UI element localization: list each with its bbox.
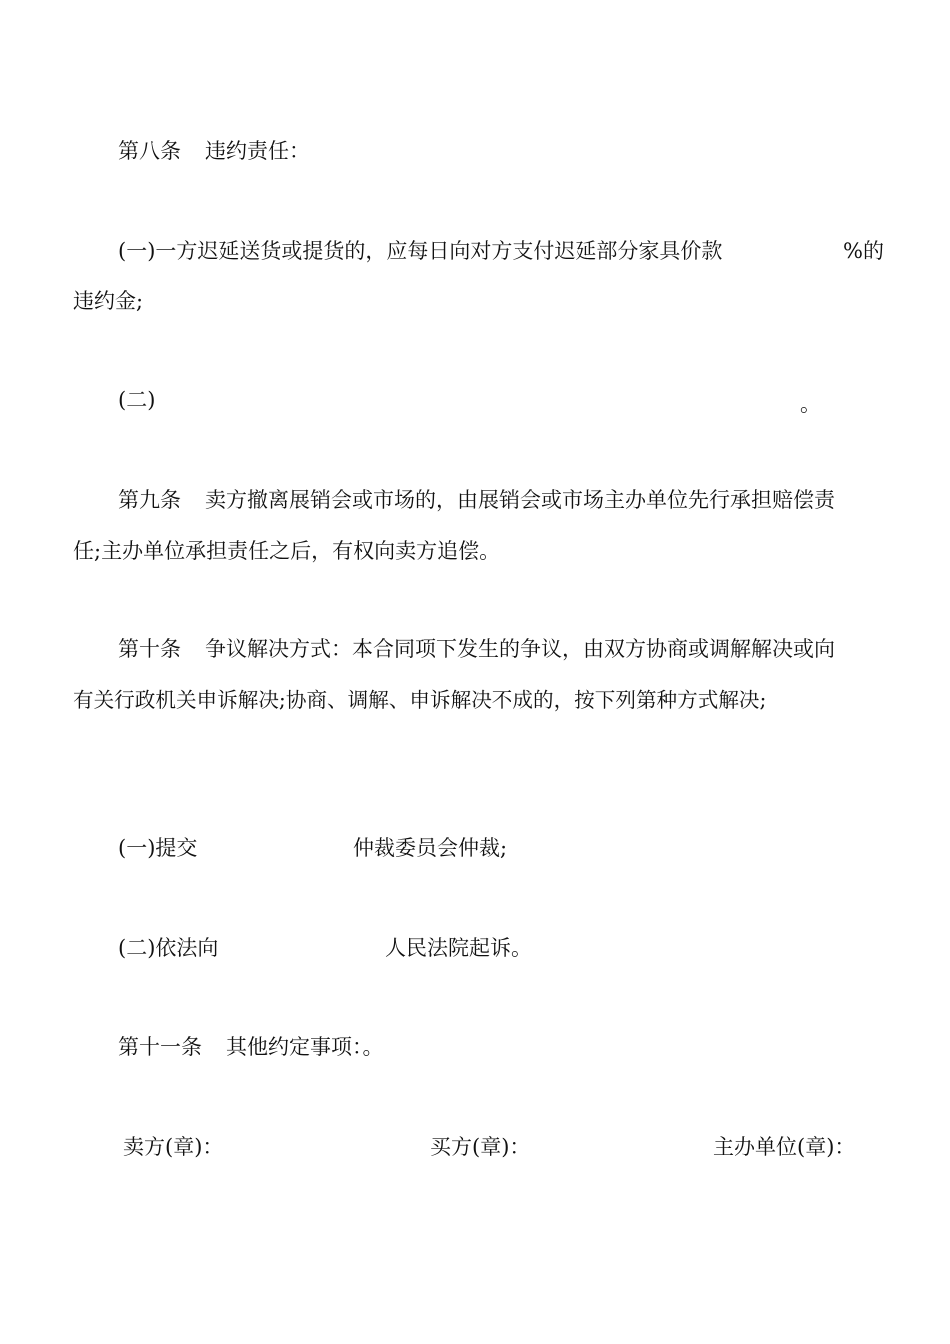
organizer-signature: 主办单位(章)： (713, 1135, 856, 1159)
article10-text: 争议解决方式：本合同项下发生的争议，由双方协商或调解解决或向 (205, 637, 835, 661)
article10-option1 (118, 833, 197, 863)
buyer-signature: 买方(章)： (430, 1135, 531, 1159)
article8-item2-end: 。 (800, 392, 821, 416)
option1-label: (一)提交 (118, 836, 198, 860)
article8-heading-line (118, 136, 310, 166)
article8-item2-label: (二) (118, 388, 156, 412)
article9-text: 卖方撤离展销会或市场的，由展销会或市场主办单位先行承担赔偿责 (205, 488, 835, 512)
article9-line2: 任;主办单位承担责任之后，有权向卖方追偿。 (73, 539, 501, 563)
article8-item1-line1 (118, 236, 722, 266)
article10-option2-end: 人民法院起诉。 (385, 936, 532, 960)
option2-label: (二)依法向 (118, 936, 219, 960)
article9-line1 (118, 485, 835, 515)
seller-signature: 卖方(章)： (123, 1135, 224, 1159)
article10-line1 (118, 634, 835, 664)
article11-text: 其他约定事项：。 (226, 1035, 384, 1059)
article8-item1-percent: %的 (843, 239, 884, 263)
article11-title: 第十一条 (118, 1035, 202, 1059)
article10-option1-end: 仲裁委员会仲裁; (353, 836, 508, 860)
article10-title: 第十条 (118, 637, 181, 661)
article8-heading: 违约责任： (205, 139, 310, 163)
article8-item1-text: (一)一方迟延送货或提货的，应每日向对方支付迟延部分家具价款 (118, 239, 723, 263)
article10-line2: 有关行政机关申诉解决;协商、调解、申诉解决不成的，按下列第种方式解决; (73, 688, 767, 712)
article11-line (118, 1032, 384, 1062)
article8-item1-line2: 违约金; (73, 289, 144, 313)
article10-option2 (118, 933, 218, 963)
article8-title: 第八条 (118, 139, 181, 163)
article9-title: 第九条 (118, 488, 181, 512)
